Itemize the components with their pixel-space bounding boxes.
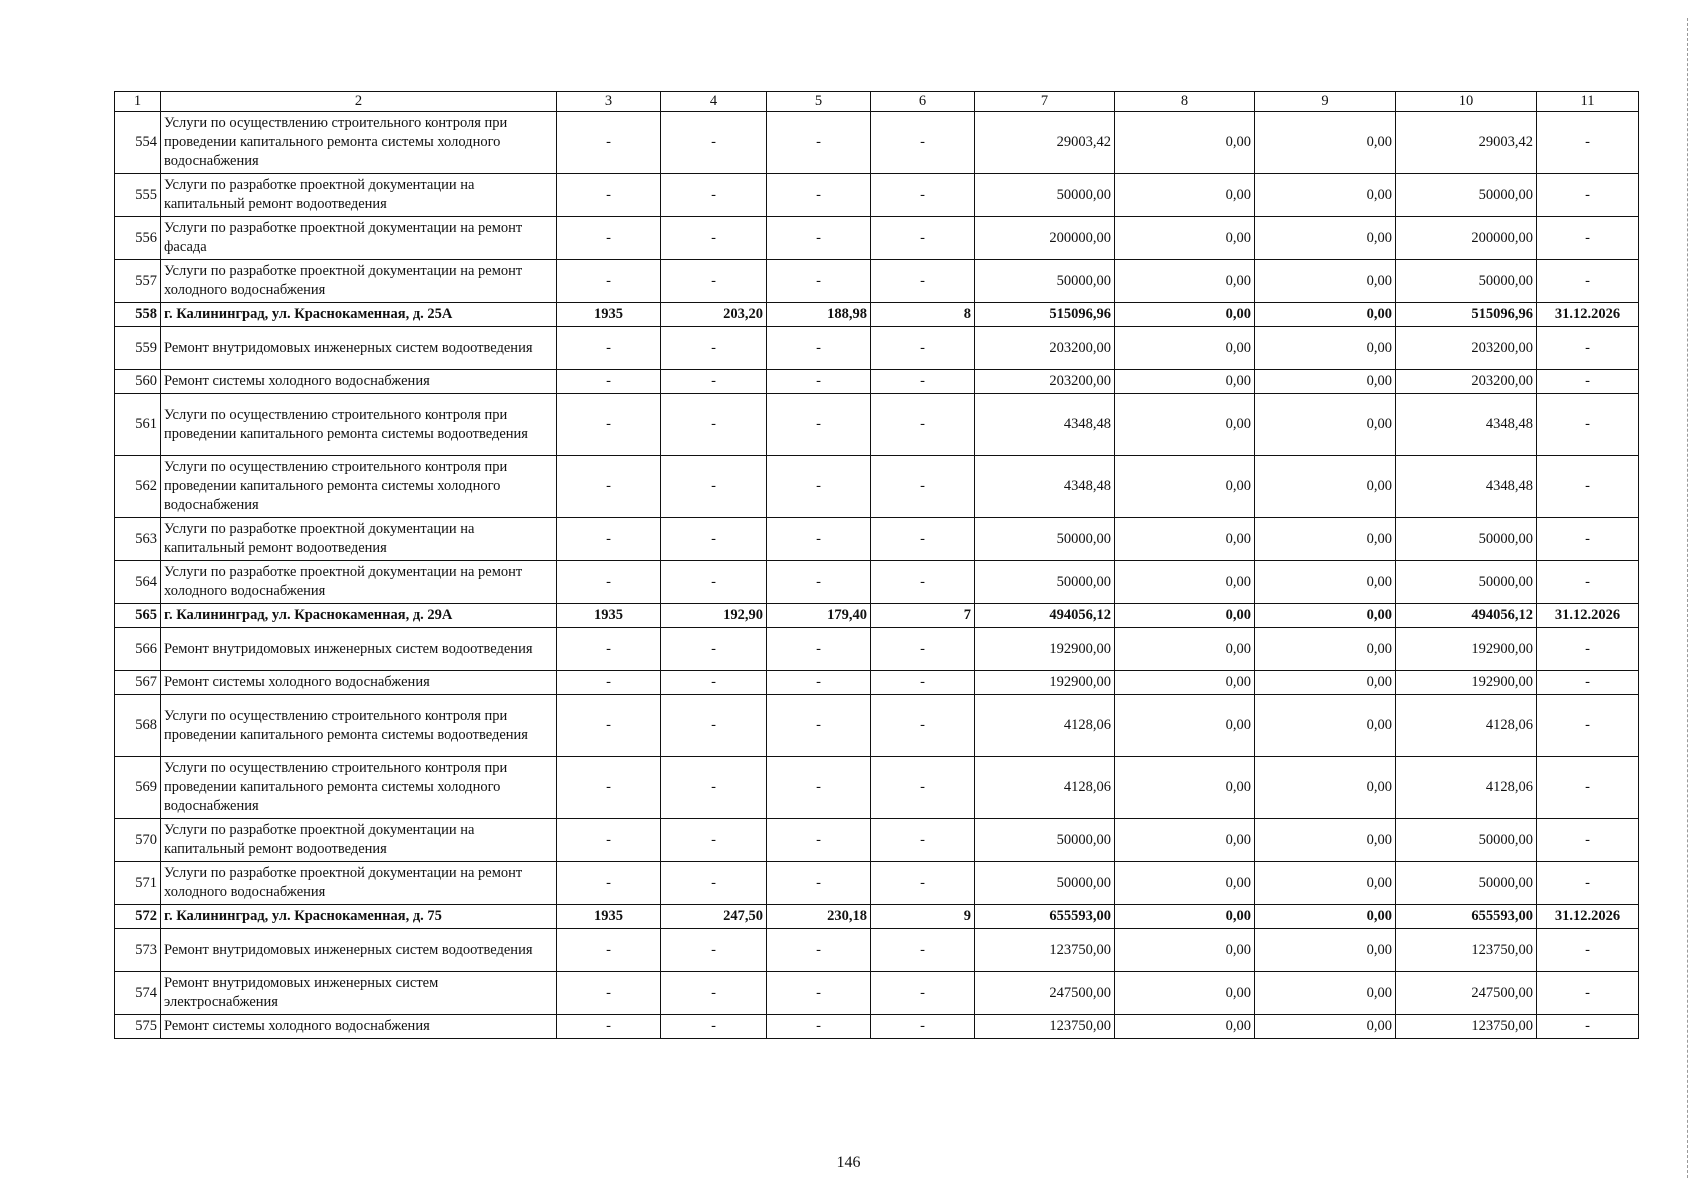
cell-name: Ремонт системы холодного водоснабжения bbox=[161, 1015, 557, 1039]
cell-c4: - bbox=[661, 628, 767, 671]
table-row bbox=[115, 561, 1639, 604]
cell-c8: 0,00 bbox=[1115, 929, 1255, 972]
cell-c5: - bbox=[767, 757, 871, 819]
cell-c5: - bbox=[767, 929, 871, 972]
cell-c10: 4128,06 bbox=[1396, 695, 1537, 757]
cell-c4: 203,20 bbox=[661, 303, 767, 327]
cell-c7: 192900,00 bbox=[975, 671, 1115, 695]
cell-c5: 188,98 bbox=[767, 303, 871, 327]
cell-c6: 8 bbox=[871, 303, 975, 327]
cell-c5: - bbox=[767, 394, 871, 456]
cell-c11: - bbox=[1537, 217, 1639, 260]
header-cell: 5 bbox=[767, 92, 871, 112]
table-row bbox=[115, 518, 1639, 561]
cell-c4: - bbox=[661, 260, 767, 303]
table-row bbox=[115, 628, 1639, 671]
cell-c10: 50000,00 bbox=[1396, 518, 1537, 561]
cell-c5: - bbox=[767, 1015, 871, 1039]
cell-c11: - bbox=[1537, 628, 1639, 671]
cell-c11: - bbox=[1537, 174, 1639, 217]
cell-c5: - bbox=[767, 456, 871, 518]
cell-c5: - bbox=[767, 972, 871, 1015]
cell-c9: 0,00 bbox=[1255, 1015, 1396, 1039]
cell-c3: - bbox=[557, 1015, 661, 1039]
cell-c10: 50000,00 bbox=[1396, 561, 1537, 604]
cell-name: Услуги по разработке проектной документации на ремонт холодного водоснабжения bbox=[161, 561, 557, 604]
cell-c7: 655593,00 bbox=[975, 905, 1115, 929]
cell-c4: - bbox=[661, 819, 767, 862]
cell-c6: - bbox=[871, 217, 975, 260]
cell-c3: - bbox=[557, 370, 661, 394]
table-row bbox=[115, 327, 1639, 370]
cell-c11: - bbox=[1537, 972, 1639, 1015]
cell-c3: - bbox=[557, 929, 661, 972]
cell-c4: 247,50 bbox=[661, 905, 767, 929]
cell-c3: - bbox=[557, 260, 661, 303]
cell-c11: 31.12.2026 bbox=[1537, 604, 1639, 628]
table-row bbox=[115, 862, 1639, 905]
cell-c9: 0,00 bbox=[1255, 370, 1396, 394]
cell-c11: - bbox=[1537, 327, 1639, 370]
cell-c9: 0,00 bbox=[1255, 819, 1396, 862]
cell-c8: 0,00 bbox=[1115, 757, 1255, 819]
cell-c6: - bbox=[871, 862, 975, 905]
address-row bbox=[115, 303, 1639, 327]
cell-c7: 50000,00 bbox=[975, 862, 1115, 905]
cell-c6: - bbox=[871, 671, 975, 695]
cell-c11: - bbox=[1537, 561, 1639, 604]
table-row bbox=[115, 819, 1639, 862]
cell-c10: 4348,48 bbox=[1396, 456, 1537, 518]
cell-c4: - bbox=[661, 695, 767, 757]
cell-name: Услуги по разработке проектной документации на ремонт фасада bbox=[161, 217, 557, 260]
cell-c6: - bbox=[871, 112, 975, 174]
cell-c4: - bbox=[661, 370, 767, 394]
table-row bbox=[115, 217, 1639, 260]
cell-c4: - bbox=[661, 456, 767, 518]
cell-c10: 203200,00 bbox=[1396, 370, 1537, 394]
cell-c4: - bbox=[661, 112, 767, 174]
cell-c4: - bbox=[661, 862, 767, 905]
cell-c8: 0,00 bbox=[1115, 604, 1255, 628]
cell-c11: - bbox=[1537, 862, 1639, 905]
cell-name: Ремонт внутридомовых инженерных систем электроснабжения bbox=[161, 972, 557, 1015]
table-row bbox=[115, 1015, 1639, 1039]
cell-num: 573 bbox=[115, 929, 161, 972]
cell-c5: - bbox=[767, 628, 871, 671]
cell-num: 558 bbox=[115, 303, 161, 327]
cell-name: Ремонт внутридомовых инженерных систем водоотведения bbox=[161, 929, 557, 972]
cell-c3: - bbox=[557, 695, 661, 757]
cell-num: 563 bbox=[115, 518, 161, 561]
cell-c10: 655593,00 bbox=[1396, 905, 1537, 929]
cell-c11: - bbox=[1537, 757, 1639, 819]
cell-c4: - bbox=[661, 561, 767, 604]
cell-c9: 0,00 bbox=[1255, 303, 1396, 327]
cell-c9: 0,00 bbox=[1255, 604, 1396, 628]
cell-c10: 123750,00 bbox=[1396, 1015, 1537, 1039]
cell-c5: - bbox=[767, 327, 871, 370]
table-row bbox=[115, 929, 1639, 972]
cell-c3: 1935 bbox=[557, 604, 661, 628]
cell-name: Услуги по осуществлению строительного контроля при проведении капитального ремонта системы холодного водоснабжения bbox=[161, 757, 557, 819]
cell-c4: - bbox=[661, 327, 767, 370]
cell-c8: 0,00 bbox=[1115, 456, 1255, 518]
cell-c8: 0,00 bbox=[1115, 217, 1255, 260]
address-row bbox=[115, 905, 1639, 929]
table-row bbox=[115, 695, 1639, 757]
header-cell: 11 bbox=[1537, 92, 1639, 112]
cell-c3: - bbox=[557, 112, 661, 174]
cell-c3: - bbox=[557, 671, 661, 695]
cell-c6: 7 bbox=[871, 604, 975, 628]
cell-name: Ремонт внутридомовых инженерных систем водоотведения bbox=[161, 327, 557, 370]
header-cell: 2 bbox=[161, 92, 557, 112]
cell-c6: - bbox=[871, 819, 975, 862]
cell-name: Ремонт внутридомовых инженерных систем водоотведения bbox=[161, 628, 557, 671]
cell-num: 565 bbox=[115, 604, 161, 628]
cell-c4: - bbox=[661, 671, 767, 695]
cell-c3: - bbox=[557, 217, 661, 260]
cell-c6: - bbox=[871, 174, 975, 217]
cell-c7: 50000,00 bbox=[975, 819, 1115, 862]
table-row bbox=[115, 174, 1639, 217]
cell-c5: - bbox=[767, 112, 871, 174]
cell-c5: - bbox=[767, 518, 871, 561]
cell-c9: 0,00 bbox=[1255, 929, 1396, 972]
cell-name: Услуги по осуществлению строительного контроля при проведении капитального ремонта системы холодного водоснабжения bbox=[161, 456, 557, 518]
cell-c5: - bbox=[767, 695, 871, 757]
table-row bbox=[115, 394, 1639, 456]
cell-name: Услуги по осуществлению строительного контроля при проведении капитального ремонта системы холодного водоснабжения bbox=[161, 112, 557, 174]
cell-c4: - bbox=[661, 394, 767, 456]
cell-c8: 0,00 bbox=[1115, 561, 1255, 604]
cell-c10: 4128,06 bbox=[1396, 757, 1537, 819]
cell-c9: 0,00 bbox=[1255, 112, 1396, 174]
cell-c6: - bbox=[871, 929, 975, 972]
header-cell: 8 bbox=[1115, 92, 1255, 112]
cell-c7: 203200,00 bbox=[975, 327, 1115, 370]
cell-c9: 0,00 bbox=[1255, 174, 1396, 217]
cell-c10: 123750,00 bbox=[1396, 929, 1537, 972]
cell-c3: - bbox=[557, 394, 661, 456]
cell-c7: 515096,96 bbox=[975, 303, 1115, 327]
cell-c9: 0,00 bbox=[1255, 518, 1396, 561]
cell-c10: 200000,00 bbox=[1396, 217, 1537, 260]
cell-c3: - bbox=[557, 327, 661, 370]
header-cell: 9 bbox=[1255, 92, 1396, 112]
header-cell: 10 bbox=[1396, 92, 1537, 112]
cell-c9: 0,00 bbox=[1255, 671, 1396, 695]
cell-c6: - bbox=[871, 394, 975, 456]
cell-c5: - bbox=[767, 217, 871, 260]
cell-c8: 0,00 bbox=[1115, 260, 1255, 303]
cell-num: 559 bbox=[115, 327, 161, 370]
cell-c8: 0,00 bbox=[1115, 303, 1255, 327]
table-row bbox=[115, 370, 1639, 394]
cell-c10: 247500,00 bbox=[1396, 972, 1537, 1015]
cell-c3: - bbox=[557, 972, 661, 1015]
cell-c11: - bbox=[1537, 819, 1639, 862]
cell-c9: 0,00 bbox=[1255, 972, 1396, 1015]
cell-num: 562 bbox=[115, 456, 161, 518]
cell-c7: 192900,00 bbox=[975, 628, 1115, 671]
cell-c3: - bbox=[557, 862, 661, 905]
header-cell: 7 bbox=[975, 92, 1115, 112]
cell-name: Услуги по разработке проектной документации на ремонт холодного водоснабжения bbox=[161, 862, 557, 905]
cell-c9: 0,00 bbox=[1255, 628, 1396, 671]
cell-c10: 29003,42 bbox=[1396, 112, 1537, 174]
cell-c11: - bbox=[1537, 370, 1639, 394]
cell-c3: - bbox=[557, 757, 661, 819]
cell-name: Услуги по осуществлению строительного контроля при проведении капитального ремонта системы водоотведения bbox=[161, 394, 557, 456]
cell-name: г. Калининград, ул. Краснокаменная, д. 25А bbox=[161, 303, 557, 327]
cell-c5: - bbox=[767, 260, 871, 303]
cell-c6: - bbox=[871, 757, 975, 819]
cell-c7: 50000,00 bbox=[975, 174, 1115, 217]
cell-c6: - bbox=[871, 1015, 975, 1039]
header-cell: 4 bbox=[661, 92, 767, 112]
table-row bbox=[115, 972, 1639, 1015]
cell-c3: 1935 bbox=[557, 303, 661, 327]
cell-num: 554 bbox=[115, 112, 161, 174]
cell-name: Услуги по разработке проектной документации на капитальный ремонт водоотведения bbox=[161, 819, 557, 862]
cell-c11: - bbox=[1537, 112, 1639, 174]
cell-c11: - bbox=[1537, 1015, 1639, 1039]
cell-name: г. Калининград, ул. Краснокаменная, д. 29А bbox=[161, 604, 557, 628]
cell-name: Услуги по разработке проектной документации на ремонт холодного водоснабжения bbox=[161, 260, 557, 303]
cell-c8: 0,00 bbox=[1115, 671, 1255, 695]
cell-c6: 9 bbox=[871, 905, 975, 929]
cell-c6: - bbox=[871, 695, 975, 757]
cell-c3: - bbox=[557, 174, 661, 217]
cell-c9: 0,00 bbox=[1255, 695, 1396, 757]
cell-c11: - bbox=[1537, 456, 1639, 518]
cell-c6: - bbox=[871, 327, 975, 370]
cell-c4: 192,90 bbox=[661, 604, 767, 628]
cell-c9: 0,00 bbox=[1255, 862, 1396, 905]
cell-c8: 0,00 bbox=[1115, 394, 1255, 456]
cell-c4: - bbox=[661, 518, 767, 561]
cell-name: г. Калининград, ул. Краснокаменная, д. 75 bbox=[161, 905, 557, 929]
cell-c10: 515096,96 bbox=[1396, 303, 1537, 327]
cell-c7: 4348,48 bbox=[975, 456, 1115, 518]
cell-c7: 50000,00 bbox=[975, 561, 1115, 604]
cell-c11: - bbox=[1537, 695, 1639, 757]
cell-c9: 0,00 bbox=[1255, 561, 1396, 604]
cell-c6: - bbox=[871, 456, 975, 518]
cell-c3: - bbox=[557, 561, 661, 604]
cell-c4: - bbox=[661, 174, 767, 217]
table-row bbox=[115, 456, 1639, 518]
table-row bbox=[115, 112, 1639, 174]
cell-c7: 4128,06 bbox=[975, 695, 1115, 757]
header-cell: 1 bbox=[115, 92, 161, 112]
cell-num: 570 bbox=[115, 819, 161, 862]
cell-num: 567 bbox=[115, 671, 161, 695]
table-row bbox=[115, 260, 1639, 303]
cell-num: 572 bbox=[115, 905, 161, 929]
cell-c7: 50000,00 bbox=[975, 518, 1115, 561]
cell-num: 571 bbox=[115, 862, 161, 905]
cell-c11: - bbox=[1537, 671, 1639, 695]
cell-c5: 230,18 bbox=[767, 905, 871, 929]
cell-c9: 0,00 bbox=[1255, 905, 1396, 929]
cell-c6: - bbox=[871, 370, 975, 394]
table-body bbox=[115, 92, 1639, 1039]
cell-num: 575 bbox=[115, 1015, 161, 1039]
cell-c3: - bbox=[557, 819, 661, 862]
cell-c5: - bbox=[767, 561, 871, 604]
page-edge-line bbox=[1687, 18, 1689, 1178]
cell-c4: - bbox=[661, 929, 767, 972]
cell-c11: - bbox=[1537, 518, 1639, 561]
cell-c6: - bbox=[871, 260, 975, 303]
cell-num: 555 bbox=[115, 174, 161, 217]
cell-c11: - bbox=[1537, 260, 1639, 303]
cell-c8: 0,00 bbox=[1115, 112, 1255, 174]
cell-c6: - bbox=[871, 972, 975, 1015]
cell-c3: 1935 bbox=[557, 905, 661, 929]
cell-c8: 0,00 bbox=[1115, 1015, 1255, 1039]
cell-c3: - bbox=[557, 456, 661, 518]
cell-c8: 0,00 bbox=[1115, 518, 1255, 561]
cell-c7: 203200,00 bbox=[975, 370, 1115, 394]
cell-c11: 31.12.2026 bbox=[1537, 905, 1639, 929]
cell-num: 564 bbox=[115, 561, 161, 604]
cell-c8: 0,00 bbox=[1115, 972, 1255, 1015]
cell-c7: 4348,48 bbox=[975, 394, 1115, 456]
cell-c10: 494056,12 bbox=[1396, 604, 1537, 628]
cell-c4: - bbox=[661, 1015, 767, 1039]
cell-c7: 123750,00 bbox=[975, 929, 1115, 972]
cell-c4: - bbox=[661, 757, 767, 819]
cell-c10: 50000,00 bbox=[1396, 819, 1537, 862]
header-cell: 3 bbox=[557, 92, 661, 112]
cell-c6: - bbox=[871, 628, 975, 671]
cell-c10: 203200,00 bbox=[1396, 327, 1537, 370]
cell-c7: 29003,42 bbox=[975, 112, 1115, 174]
address-row bbox=[115, 604, 1639, 628]
cell-c8: 0,00 bbox=[1115, 174, 1255, 217]
cell-c6: - bbox=[871, 518, 975, 561]
cell-c4: - bbox=[661, 972, 767, 1015]
cell-c8: 0,00 bbox=[1115, 862, 1255, 905]
cell-c7: 200000,00 bbox=[975, 217, 1115, 260]
cell-c3: - bbox=[557, 628, 661, 671]
cell-c5: - bbox=[767, 819, 871, 862]
cell-num: 569 bbox=[115, 757, 161, 819]
cell-name: Услуги по осуществлению строительного контроля при проведении капитального ремонта системы водоотведения bbox=[161, 695, 557, 757]
cell-c10: 192900,00 bbox=[1396, 628, 1537, 671]
cell-c7: 123750,00 bbox=[975, 1015, 1115, 1039]
cell-name: Ремонт системы холодного водоснабжения bbox=[161, 671, 557, 695]
header-cell: 6 bbox=[871, 92, 975, 112]
cell-c8: 0,00 bbox=[1115, 370, 1255, 394]
column-number-row bbox=[115, 92, 1639, 112]
table-row bbox=[115, 671, 1639, 695]
cell-c7: 50000,00 bbox=[975, 260, 1115, 303]
cell-c8: 0,00 bbox=[1115, 905, 1255, 929]
cell-c10: 4348,48 bbox=[1396, 394, 1537, 456]
cell-c10: 192900,00 bbox=[1396, 671, 1537, 695]
cell-c9: 0,00 bbox=[1255, 260, 1396, 303]
cell-c8: 0,00 bbox=[1115, 695, 1255, 757]
page-number: 146 bbox=[836, 1154, 861, 1171]
cell-c10: 50000,00 bbox=[1396, 174, 1537, 217]
cell-c9: 0,00 bbox=[1255, 757, 1396, 819]
cell-num: 566 bbox=[115, 628, 161, 671]
cell-name: Услуги по разработке проектной документации на капитальный ремонт водоотведения bbox=[161, 174, 557, 217]
cell-c8: 0,00 bbox=[1115, 327, 1255, 370]
cell-c5: 179,40 bbox=[767, 604, 871, 628]
cell-c11: - bbox=[1537, 394, 1639, 456]
works-table bbox=[114, 91, 1639, 1039]
cell-c7: 247500,00 bbox=[975, 972, 1115, 1015]
cell-c5: - bbox=[767, 174, 871, 217]
cell-c4: - bbox=[661, 217, 767, 260]
cell-c10: 50000,00 bbox=[1396, 260, 1537, 303]
table-row bbox=[115, 757, 1639, 819]
cell-num: 574 bbox=[115, 972, 161, 1015]
cell-num: 560 bbox=[115, 370, 161, 394]
cell-name: Ремонт системы холодного водоснабжения bbox=[161, 370, 557, 394]
cell-c9: 0,00 bbox=[1255, 327, 1396, 370]
cell-num: 557 bbox=[115, 260, 161, 303]
cell-c6: - bbox=[871, 561, 975, 604]
cell-name: Услуги по разработке проектной документации на капитальный ремонт водоотведения bbox=[161, 518, 557, 561]
cell-num: 556 bbox=[115, 217, 161, 260]
cell-c10: 50000,00 bbox=[1396, 862, 1537, 905]
cell-c7: 494056,12 bbox=[975, 604, 1115, 628]
cell-c9: 0,00 bbox=[1255, 217, 1396, 260]
cell-c5: - bbox=[767, 370, 871, 394]
cell-c11: - bbox=[1537, 929, 1639, 972]
cell-c9: 0,00 bbox=[1255, 456, 1396, 518]
cell-c5: - bbox=[767, 671, 871, 695]
cell-num: 561 bbox=[115, 394, 161, 456]
cell-c8: 0,00 bbox=[1115, 819, 1255, 862]
cell-c8: 0,00 bbox=[1115, 628, 1255, 671]
cell-c5: - bbox=[767, 862, 871, 905]
cell-c3: - bbox=[557, 518, 661, 561]
cell-c9: 0,00 bbox=[1255, 394, 1396, 456]
cell-c11: 31.12.2026 bbox=[1537, 303, 1639, 327]
cell-c7: 4128,06 bbox=[975, 757, 1115, 819]
cell-num: 568 bbox=[115, 695, 161, 757]
